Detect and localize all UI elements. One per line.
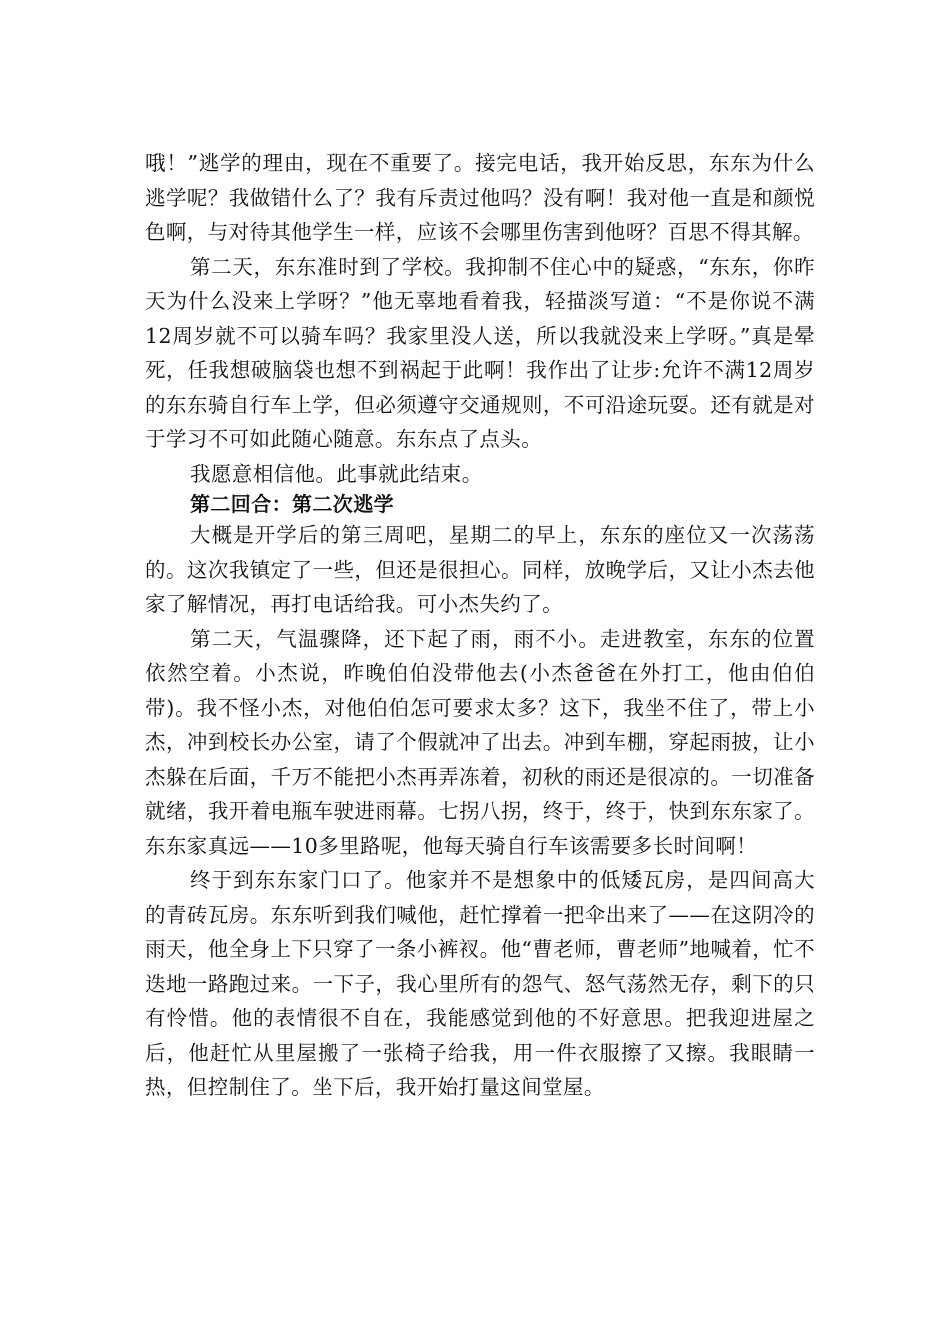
paragraph-continuation: 哦！”逃学的理由，现在不重要了。接完电话，我开始反思，东东为什么逃学呢？我做错什么了？我有斥责过他吗？没有啊！我对他一直是和颜悦色啊，与对待其他学生一样，应该不会哪里伤害到他呀？百思不得其解。 xyxy=(145,151,815,244)
section-heading: 第二回合：第二次逃学 xyxy=(190,492,394,516)
paragraph-second-day: 第二天，东东准时到了学校。我抑制不住心中的疑惑，“东东，你昨天为什么没来上学呀？”他无辜地看着我，轻描淡写道：“不是你说不满12周岁就不可以骑车吗？我家里没人送，所以我就没来上学呀。”真是晕死，任我想破脑袋也想不到祸起于此啊！我作出了让步:允许不满12周岁的东东骑自行车上学，但必须遵守交通规则，不可沿途玩耍。还有就是对于学习不可如此随心随意。东东点了点头。 xyxy=(145,254,815,451)
document-page xyxy=(145,146,815,1105)
paragraph-arrival-home: 终于到东东家门口了。他家并不是想象中的低矮瓦房，是四间高大的青砖瓦房。东东听到我们喊他，赶忙撑着一把伞出来了——在这阴冷的雨天，他全身上下只穿了一条小裤衩。他“曹老师，曹老师”地喊着，忙不迭地一路跑过来。一下子，我心里所有的怨气、怒气荡然无存，剩下的只有怜惜。他的表情很不自在，我能感觉到他的不好意思。把我迎进屋之后，他赶忙从里屋搬了一张椅子给我，用一件衣服擦了又擦。我眼睛一热，但控制住了。坐下后，我开始打量这间堂屋。 xyxy=(145,868,815,1099)
paragraph-rainy-day: 第二天，气温骤降，还下起了雨，雨不小。走进教室，东东的位置依然空着。小杰说，昨晚伯伯没带他去(小杰爸爸在外打工，他由伯伯带)。我不怪小杰，对他伯伯怎可要求太多？这下，我坐不住了，带上小杰，冲到校长办公室，请了个假就冲了出去。冲到车棚，穿起雨披，让小杰躲在后面，千万不能把小杰再弄冻着，初秋的雨还是很凉的。一切准备就绪，我开着电瓶车驶进雨幕。七拐八拐，终于，终于，快到东东家了。东东家真远——10多里路呢，他每天骑自行车该需要多长时间啊！ xyxy=(145,626,815,858)
paragraph-third-week: 大概是开学后的第三周吧，星期二的早上，东东的座位又一次荡荡的。这次我镇定了一些，但还是很担心。同样，放晚学后，又让小杰去他家了解情况，再打电话给我。可小杰失约了。 xyxy=(145,523,815,616)
paragraph-matter-closed: 我愿意相信他。此事就此结束。 xyxy=(190,461,483,486)
